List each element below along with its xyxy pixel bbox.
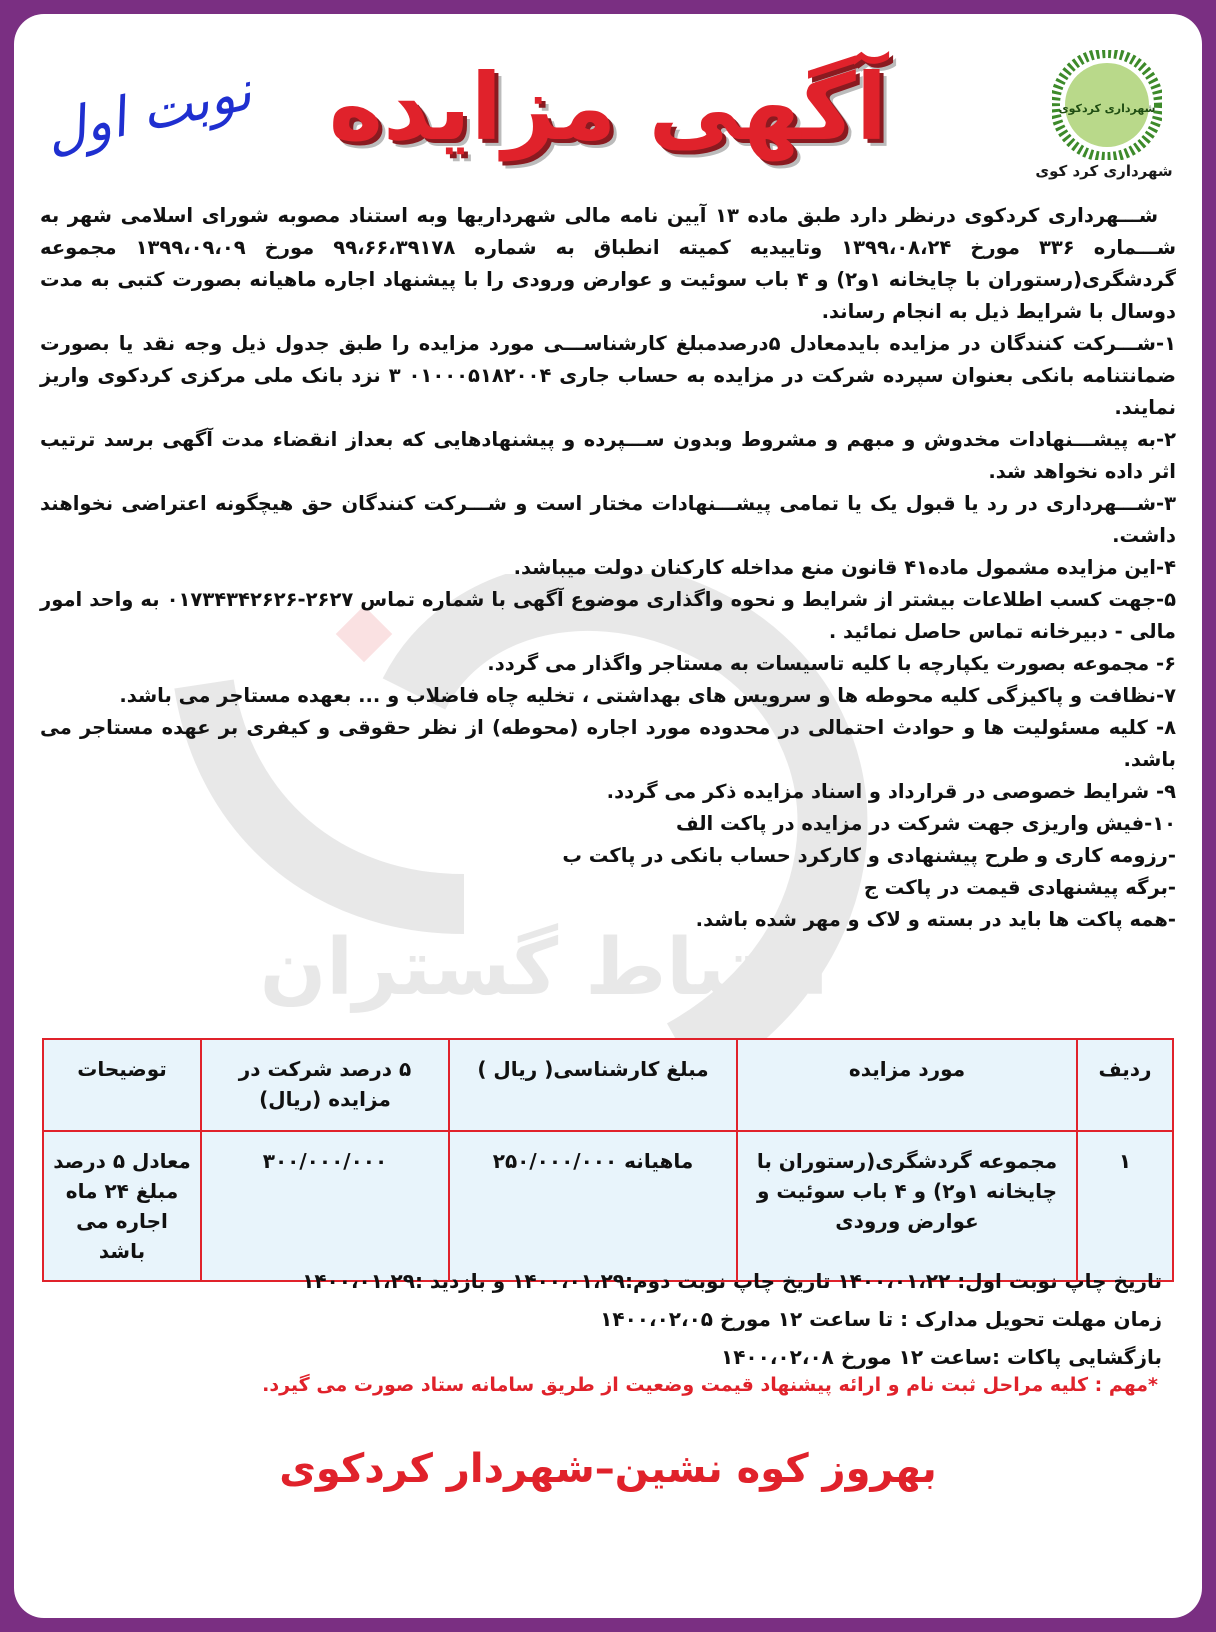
condition-item: -رزومه کاری و طرح پیشنهادی و کارکرد حساب بانکی در پاکت ب — [562, 844, 1176, 867]
header-cell-price: مبلغ کارشناسی( ریال ) — [449, 1039, 737, 1131]
table-row — [43, 1131, 1173, 1281]
condition-item: ۲-به پیشـــنهادات مخدوش و مبهم و مشروط وبدون ســـپرده و پیشنهادهایی که بعداز انقضاء مدت آگهی برسد ترتیب اثر داده نخواهد شد. — [40, 428, 1176, 483]
auction-table-wrap — [42, 1038, 1174, 1263]
cell-row-number: ۱ — [1077, 1131, 1173, 1281]
condition-item: ۵-جهت کسب اطلاعات بیشتر از شرایط و نحوه واگذاری موضوع آگهی با شماره تماس ۲۶۲۷-۰۱۷۳۴۳۴۲۶۲۶ به واحد امور مالی - دبیرخانه تماس حاصل نمائید . — [40, 588, 1176, 643]
condition-item: ۳-شـــهرداری در رد یا قبول یک یا تمامی پیشـــنهادات مختار است و شـــرکت کنندگان حق هیچگونه اعتراضی نخواهند داشت. — [40, 492, 1176, 547]
header-cell-subject: مورد مزایده — [737, 1039, 1077, 1131]
print-dates-line: تاریخ چاپ نوبت اول: ۱۴۰۰،۰۱،۲۲ تاریخ چاپ نوبت دوم:۱۴۰۰،۰۱،۲۹ و بازدید :۱۴۰۰،۰۱،۲۹ — [302, 1269, 1162, 1293]
condition-item: ۶- مجموعه بصورت یکپارچه با کلیه تاسیسات به مستاجر واگذار می گردد. — [487, 652, 1176, 675]
condition-item: ۸- کلیه مسئولیت ها و حوادث احتمالی در محدوده مورد اجاره (محوطه) از نظر حقوقی و کیفری بر عهده مستاجر می باشد. — [40, 716, 1176, 771]
page-title: آگهی مزایده — [328, 54, 888, 161]
header-cell-row: ردیف — [1077, 1039, 1173, 1131]
condition-item: ۴-این مزایده مشمول ماده۴۱ قانون منع مداخله کارکنان دولت میباشد. — [513, 556, 1176, 579]
condition-item: -همه پاکت ها باید در بسته و لاک و مهر شده باشد. — [695, 908, 1176, 931]
condition-item: ۱-شـــرکت کنندگان در مزایده بایدمعادل ۵درصدمبلغ کارشناســـی مورد مزایده را طبق جدول ذیل وجه نقد یا بصورت ضمانتنامه بانکی بعنوان سپرده شرکت در مزایده به حساب جاری ۰۱۰۰۰۵۱۸۲۰۰۴ ۳ نزد بانک ملی مرکزی کردکوی واریز نمایند. — [40, 332, 1176, 419]
header — [14, 14, 1202, 189]
notice-sheet — [14, 14, 1202, 1618]
table-header-row — [43, 1039, 1173, 1131]
cell-price: ماهیانه ۲۵۰/۰۰۰/۰۰۰ — [449, 1131, 737, 1281]
logo-text: شهرداری کردکوی — [1058, 102, 1156, 115]
logo-caption: شهرداری کرد کوی — [1035, 162, 1173, 180]
notice-body — [40, 200, 1176, 936]
condition-item: ۹- شرایط خصوصی در قرارداد و اسناد مزایده ذکر می گردد. — [606, 780, 1176, 803]
cell-notes: معادل ۵ درصد مبلغ ۲۴ ماه اجاره می باشد — [43, 1131, 201, 1281]
header-cell-notes: توضیحات — [43, 1039, 201, 1131]
intro-paragraph: شـــهرداری کردکوی درنظر دارد طبق ماده ۱۳ آیین نامه مالی شهرداریها وبه استناد مصوبه شورای اسلامی شهر به شـــماره ۳۳۶ مورخ ۱۳۹۹،۰۸،۲۴ وتاییدیه کمیته انطباق به شماره ۹۹،۶۶،۳۹۱۷۸ مورخ ۱۳۹۹،۰۹،۰۹ مجموعه گردشگری(رستوران با چایخانه ۱و۲) و ۴ باب سوئیت و عوارض ورودی را با پیشنهاد اجاره ماهیانه بصورت کتبی به مدت دوسال با شرایط ذیل به انجام رساند. — [40, 204, 1176, 323]
cell-deposit: ۳۰۰/۰۰۰/۰۰۰ — [201, 1131, 449, 1281]
opening-line: بازگشایی پاکات :ساعت ۱۲ مورخ ۱۴۰۰،۰۲،۰۸ — [721, 1345, 1162, 1369]
important-note: *مهم : کلیه مراحل ثبت نام و ارائه پیشنهاد قیمت وضعیت از طریق سامانه ستاد صورت می گیرد. — [262, 1374, 1158, 1396]
round-label: نوبت اول — [39, 59, 257, 164]
schedule-block — [54, 1262, 1162, 1376]
signature: بهروز کوه نشین–شهردار کردکوی — [279, 1446, 937, 1492]
condition-item: ۱۰-فیش واریزی جهت شرکت در مزایده در پاکت الف — [675, 812, 1176, 835]
condition-item: ۷-نظافت و پاکیزگی کلیه محوطه ها و سرویس های بهداشتی ، تخلیه چاه فاضلاب و ... بعهده مستاجر می باشد. — [119, 684, 1176, 707]
condition-item: -برگه پیشنهادی قیمت در پاکت ج — [863, 876, 1176, 899]
cell-subject: مجموعه گردشگری(رستوران با چایخانه ۱و۲) و ۴ باب سوئیت و عوارض ورودی — [737, 1131, 1077, 1281]
watermark-text: ارتباط گستران — [259, 923, 829, 1013]
auction-table — [42, 1038, 1174, 1282]
deadline-line: زمان مهلت تحویل مدارک : تا ساعت ۱۲ مورخ ۱۴۰۰،۰۲،۰۵ — [600, 1307, 1162, 1331]
header-cell-deposit: ۵ درصد شرکت در مزایده (ریال) — [201, 1039, 449, 1131]
